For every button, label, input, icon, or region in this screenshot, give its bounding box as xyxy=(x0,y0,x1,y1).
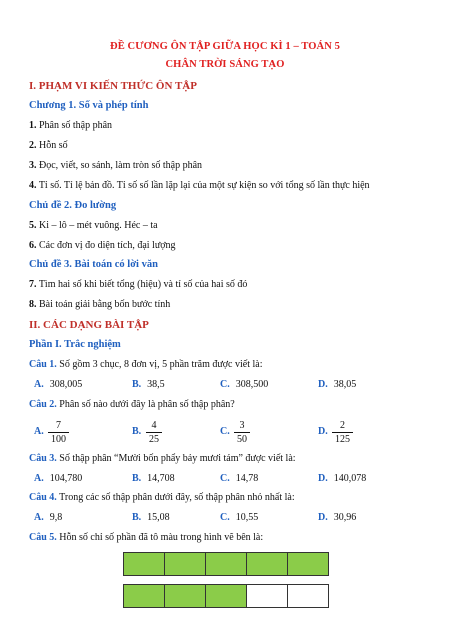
q4-option-b: B. 15,08 xyxy=(132,512,170,523)
shaded-cell xyxy=(205,552,247,576)
chapter-1-title: Chương 1. Số và phép tính xyxy=(29,100,149,111)
q3-option-b: B. 14,708 xyxy=(132,473,175,484)
shaded-cell xyxy=(164,584,206,608)
shaded-cell xyxy=(123,584,165,608)
document-title: ĐỀ CƯƠNG ÔN TẬP GIỮA HỌC KÌ 1 – TOÁN 5 xyxy=(110,41,340,52)
question-3: Câu 3. Số thập phân “Mười bốn phẩy bảy mươi tám” được viết là: xyxy=(29,453,296,464)
list-item: 1. Phân số thập phân xyxy=(29,120,113,131)
section-heading-exercises: II. CÁC DẠNG BÀI TẬP xyxy=(29,319,149,331)
q2-option-c-fraction: $\frac{3}{50}$ xyxy=(234,419,250,446)
shaded-cell xyxy=(164,552,206,576)
list-item: 7. Tìm hai số khi biết tổng (hiệu) và tỉ số của hai số đó xyxy=(29,279,248,290)
part-1-title: Phần I. Trắc nghiệm xyxy=(29,339,121,350)
q3-option-c: C. 14,78 xyxy=(220,473,259,484)
unshaded-cell xyxy=(246,584,288,608)
shaded-cell xyxy=(246,552,288,576)
q2-option-a-fraction: $\frac{7}{100}$ xyxy=(48,419,69,446)
shaded-cell xyxy=(287,552,329,576)
shaded-cell xyxy=(205,584,247,608)
question-4: Câu 4. Trong các số thập phân dưới đây, số thập phân nhỏ nhất là: xyxy=(29,492,295,503)
list-item: 4. Tỉ số. Tỉ lệ bản đồ. Tỉ số số lần lặp lại của một sự kiện so với tổng số lần thực hiện xyxy=(29,180,370,191)
fraction-bar-1 xyxy=(123,552,328,576)
section-heading-scope: I. PHẠM VI KIẾN THỨC ÔN TẬP xyxy=(29,80,197,92)
q3-option-a: A. 104,780 xyxy=(34,473,83,484)
shaded-cell xyxy=(123,552,165,576)
q2-option-b-letter: B. xyxy=(132,426,142,437)
list-item: 8. Bài toán giải bằng bốn bước tính xyxy=(29,299,171,310)
list-item: 5. Ki – lô – mét vuông. Héc – ta xyxy=(29,220,158,231)
question-5: Câu 5. Hỗn số chỉ số phần đã tô màu trong hình vẽ bên là: xyxy=(29,532,264,543)
q1-option-a: A. 308,005 xyxy=(34,379,83,390)
q3-option-d: D. 140,078 xyxy=(318,473,367,484)
list-item: 6. Các đơn vị đo diện tích, đại lượng xyxy=(29,240,176,251)
q2-option-b-fraction: $\frac{4}{25}$ xyxy=(146,419,162,446)
topic-3-title: Chủ đề 3. Bài toán có lời văn xyxy=(29,259,158,270)
q2-option-a-letter: A. xyxy=(34,426,44,437)
q1-option-d: D. 38,05 xyxy=(318,379,357,390)
q2-option-d-fraction: $\frac{2}{125}$ xyxy=(332,419,353,446)
list-item: 2. Hỗn số xyxy=(29,140,68,151)
question-2: Câu 2. Phân số nào dưới đây là phân số thập phân? xyxy=(29,399,235,410)
fraction-bar-2 xyxy=(123,584,328,608)
q1-option-c: C. 308,500 xyxy=(220,379,269,390)
unshaded-cell xyxy=(287,584,329,608)
topic-2-title: Chủ đề 2. Đo lường xyxy=(29,200,117,211)
q4-option-a: A. 9,8 xyxy=(34,512,63,523)
q4-option-c: C. 10,55 xyxy=(220,512,259,523)
q2-option-c-letter: C. xyxy=(220,426,230,437)
q4-option-d: D. 30,96 xyxy=(318,512,357,523)
q2-option-d-letter: D. xyxy=(318,426,328,437)
document-subtitle: CHÂN TRỜI SÁNG TẠO xyxy=(165,59,285,70)
question-1: Câu 1. Số gồm 3 chục, 8 đơn vị, 5 phần trăm được viết là: xyxy=(29,359,263,370)
list-item: 3. Đọc, viết, so sánh, làm tròn số thập phân xyxy=(29,160,203,171)
q1-option-b: B. 38,5 xyxy=(132,379,165,390)
